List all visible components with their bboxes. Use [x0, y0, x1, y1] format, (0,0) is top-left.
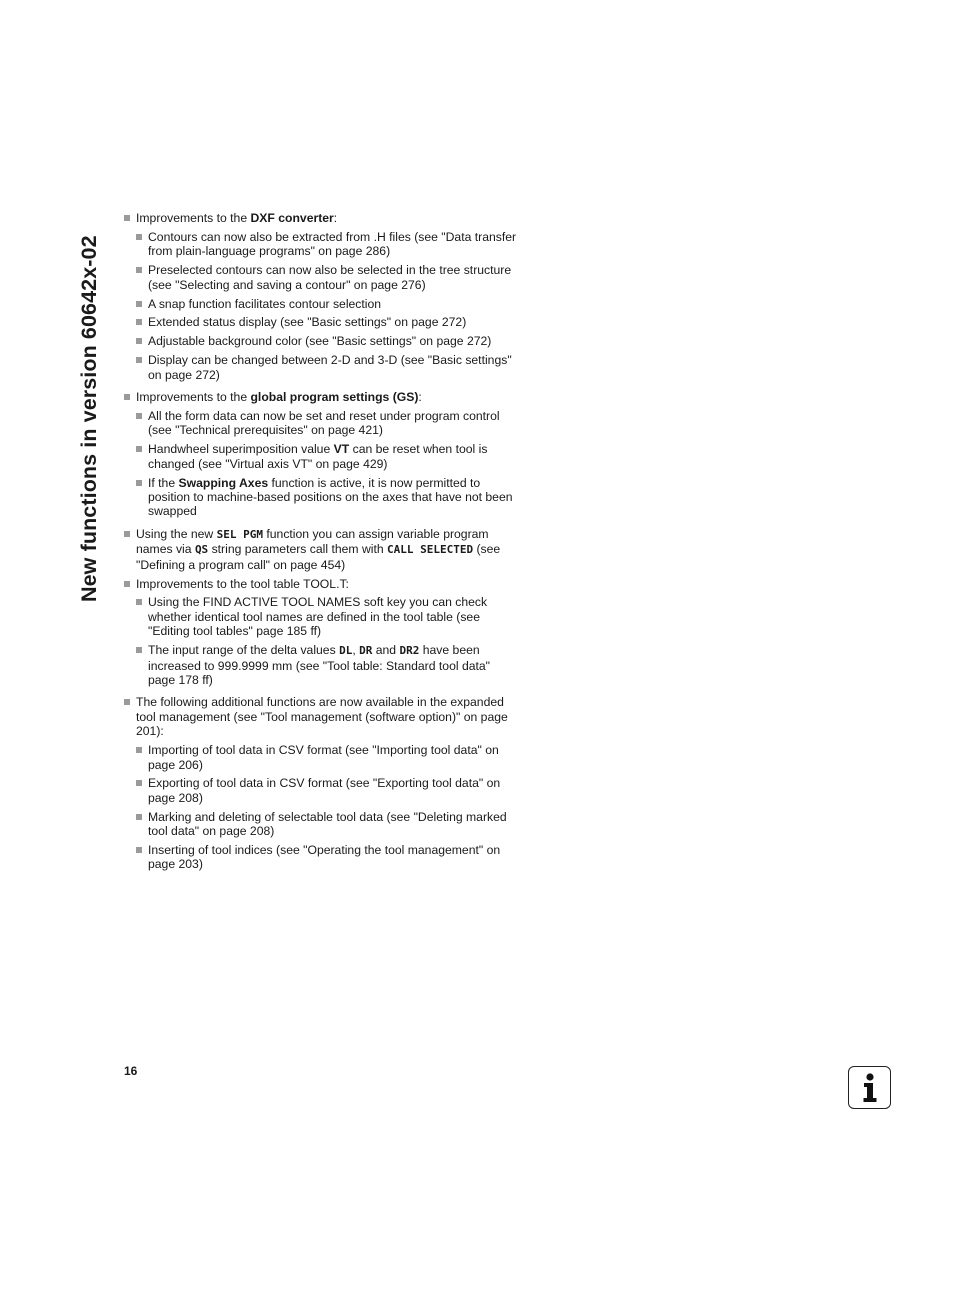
bullet-icon — [136, 267, 142, 273]
bold-term: Swapping Axes — [178, 475, 269, 490]
list-item: The following additional functions are now available in the expanded tool management (see "Tool management (software option)" on page 201): Importing of tool data in CSV format (see "Importing tool data" on page 206) Exporting of tool data in CSV format (see "Exporting tool data" on page 208) Marking and deleting of selectable tool data (see "Deleting marked tool data" on page 208) Inserting of tool indices (see "Operating the tool management" on page 203) — [124, 695, 520, 871]
bullet-icon — [124, 215, 130, 221]
bullet-icon — [136, 301, 142, 307]
bullet-icon — [124, 531, 130, 537]
bullet-icon — [136, 599, 142, 605]
list-item: Handwheel superimposition value VT can be reset when tool is changed (see "Virtual axis VT" on page 429) — [136, 442, 520, 471]
list-item: Improvements to the tool table TOOL.T: Using the FIND ACTIVE TOOL NAMES soft key you can check whether identical tool names are defined in the tool table (see "Editing tool tables" page 185 ff) The input range of the delta values DL, DR and DR2 have been increased to 999.9999 mm (see "Tool table: Standard tool data" page 178 ff) — [124, 577, 520, 688]
side-title: New functions in version 60642x-02 — [77, 235, 101, 602]
code-term: QS — [194, 543, 209, 557]
bold-term: DXF converter — [250, 211, 334, 225]
code-term: SEL PGM — [216, 527, 263, 541]
list-item: Using the new SEL PGM function you can assign variable program names via QS string parameters call them with CALL SELECTED (see "Defining a program call" on page 454) — [124, 527, 520, 572]
bullet-icon — [136, 814, 142, 820]
code-term: DR2 — [399, 644, 420, 658]
bullet-icon — [136, 234, 142, 240]
bullet-icon — [136, 446, 142, 452]
list-item: Contours can now also be extracted from .H files (see "Data transfer from plain-language programs" on page 286) — [136, 230, 520, 259]
list-item: The input range of the delta values DL, DR and DR2 have been increased to 999.9999 mm (see "Tool table: Standard tool data" page 178 ff) — [136, 643, 520, 687]
list-item: A snap function facilitates contour selection — [136, 297, 520, 311]
bullet-icon — [136, 319, 142, 325]
list-item: Marking and deleting of selectable tool data (see "Deleting marked tool data" on page 208) — [136, 810, 520, 839]
bullet-icon — [136, 847, 142, 853]
bullet-icon — [136, 480, 142, 486]
list-item: Preselected contours can now also be selected in the tree structure (see "Selecting and saving a contour" on page 276) — [136, 263, 520, 292]
list-item: If the Swapping Axes function is active, it is now permitted to position to machine-based positions on the axes that have not been swapped — [136, 476, 520, 519]
info-glyph — [855, 1071, 885, 1105]
bullet-icon — [136, 338, 142, 344]
code-term: CALL SELECTED — [387, 543, 474, 557]
bold-term: global program settings (GS) — [250, 390, 419, 405]
list-item: All the form data can now be set and reset under program control (see "Technical prerequisites" on page 421) — [136, 409, 520, 438]
list-item: Using the FIND ACTIVE TOOL NAMES soft key you can check whether identical tool names are defined in the tool table (see "Editing tool tables" page 185 ff) — [136, 595, 520, 638]
page-number: 16 — [124, 1064, 138, 1078]
code-term: DL — [339, 644, 353, 658]
bullet-icon — [136, 413, 142, 419]
bold-term: VT — [333, 442, 350, 457]
bullet-icon — [124, 699, 130, 705]
list-item: Improvements to the global program settings (GS): All the form data can now be set and reset under program control (see "Technical prerequisites" on page 421) Handwheel superimposition value VT can be reset when tool is changed (see "Virtual axis VT" on page 429) If the Swapping Axes function is active, it is now permitted to position to machine-based positions on the axes that have not been swapped — [124, 390, 520, 519]
bullet-icon — [124, 394, 130, 400]
list-item: Importing of tool data in CSV format (see "Importing tool data" on page 206) — [136, 743, 520, 772]
list-item: Display can be changed between 2-D and 3-D (see "Basic settings" on page 272) — [136, 353, 520, 382]
bullet-icon — [124, 581, 130, 587]
list-item: Extended status display (see "Basic settings" on page 272) — [136, 315, 520, 329]
list-item: Exporting of tool data in CSV format (see "Exporting tool data" on page 208) — [136, 776, 520, 805]
list-item: Inserting of tool indices (see "Operating the tool management" on page 203) — [136, 843, 520, 872]
info-icon — [848, 1066, 891, 1109]
code-term: DR — [359, 644, 373, 658]
content — [124, 211, 520, 880]
bullet-icon — [136, 747, 142, 753]
bullet-icon — [136, 357, 142, 363]
list-item: Adjustable background color (see "Basic settings" on page 272) — [136, 334, 520, 348]
bullet-icon — [136, 647, 142, 653]
bullet-icon — [136, 780, 142, 786]
list-item: Improvements to the DXF converter: Contours can now also be extracted from .H files (see "Data transfer from plain-language programs" on page 286) Preselected contours can now also be selected in the tree structure (see "Selecting and saving a contour" on page 276) A snap function facilitates contour selection Extended status display (see "Basic settings" on page 272) Adjustable background color (see "Basic settings" on page 272) Display can be changed between 2-D and 3-D (see "Basic settings" on page 272) — [124, 211, 520, 382]
